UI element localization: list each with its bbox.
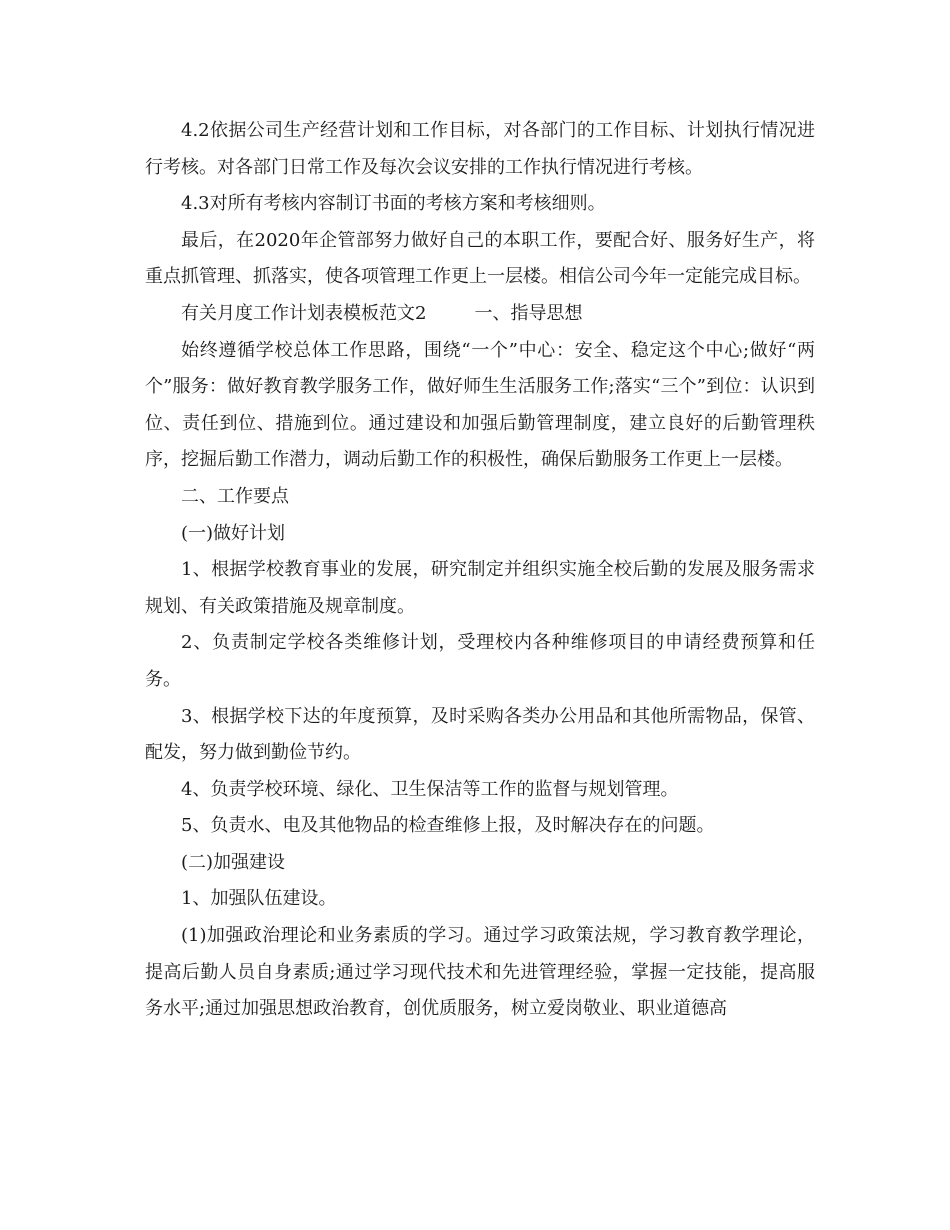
section-title: 有关月度工作计划表模板范文2 <box>181 302 427 324</box>
section-heading: 一、指导思想 <box>474 302 583 324</box>
list-item-5: 5、负责水、电及其他物品的检查维修上报，及时解决存在的问题。 <box>181 815 715 837</box>
heading-work-points: 二、工作要点 <box>181 485 289 507</box>
paragraph-conclusion: 最后，在2020年企管部努力做好自己的本职工作，要配合好、服务好生产，将重点抓管理、抓落实，使各项管理工作更上一层楼。相信公司今年一定能完成目标。 <box>145 229 815 288</box>
subheading-construction: (二)加强建设 <box>181 851 286 873</box>
list-item-2: 2、负责制定学校各类维修计划，受理校内各种维修项目的申请经费预算和任务。 <box>145 632 815 690</box>
subheading-planning: (一)做好计划 <box>181 522 286 544</box>
paragraph-political-study: (1)加强政治理论和业务素质的学习。通过学习政策法规，学习教育教学理论，提高后勤人员自身素质;通过学习现代技术和先进管理经验，掌握一定技能，提高服务水平;通过加强思想政治教育，创优质服务，树立爱岗敬业、职业道德高 <box>145 925 815 1020</box>
paragraph-4-2: 4.2依据公司生产经营计划和工作目标，对各部门的工作目标、计划执行情况进行考核。对各部门日常工作及每次会议安排的工作执行情况进行考核。 <box>145 120 815 178</box>
paragraph-4-3: 4.3对所有考核内容制订书面的考核方案和考核细则。 <box>181 193 606 215</box>
document-body <box>145 113 815 1028</box>
list-item-4: 4、负责学校环境、绿化、卫生保洁等工作的监督与规划管理。 <box>181 778 679 800</box>
list-item-team-building: 1、加强队伍建设。 <box>181 888 337 910</box>
list-item-1: 1、根据学校教育事业的发展，研究制定并组织实施全校后勤的发展及服务需求规划、有关政策措施及规章制度。 <box>145 559 815 617</box>
section-title-line <box>145 296 815 333</box>
list-item-3: 3、根据学校下达的年度预算，及时采购各类办公用品和其他所需物品，保管、配发，努力做到勤俭节约。 <box>145 705 815 764</box>
paragraph-guiding-thought: 始终遵循学校总体工作思路，围绕“一个”中心：安全、稳定这个中心;做好“两个”服务：做好教育教学服务工作，做好师生生活服务工作;落实“三个”到位：认识到位、责任到位、措施到位。通过建设和加强后勤管理制度，建立良好的后勤管理秩序，挖掘后勤工作潜力，调动后勤工作的积极性，确保后勤服务工作更上一层楼。 <box>145 339 815 471</box>
